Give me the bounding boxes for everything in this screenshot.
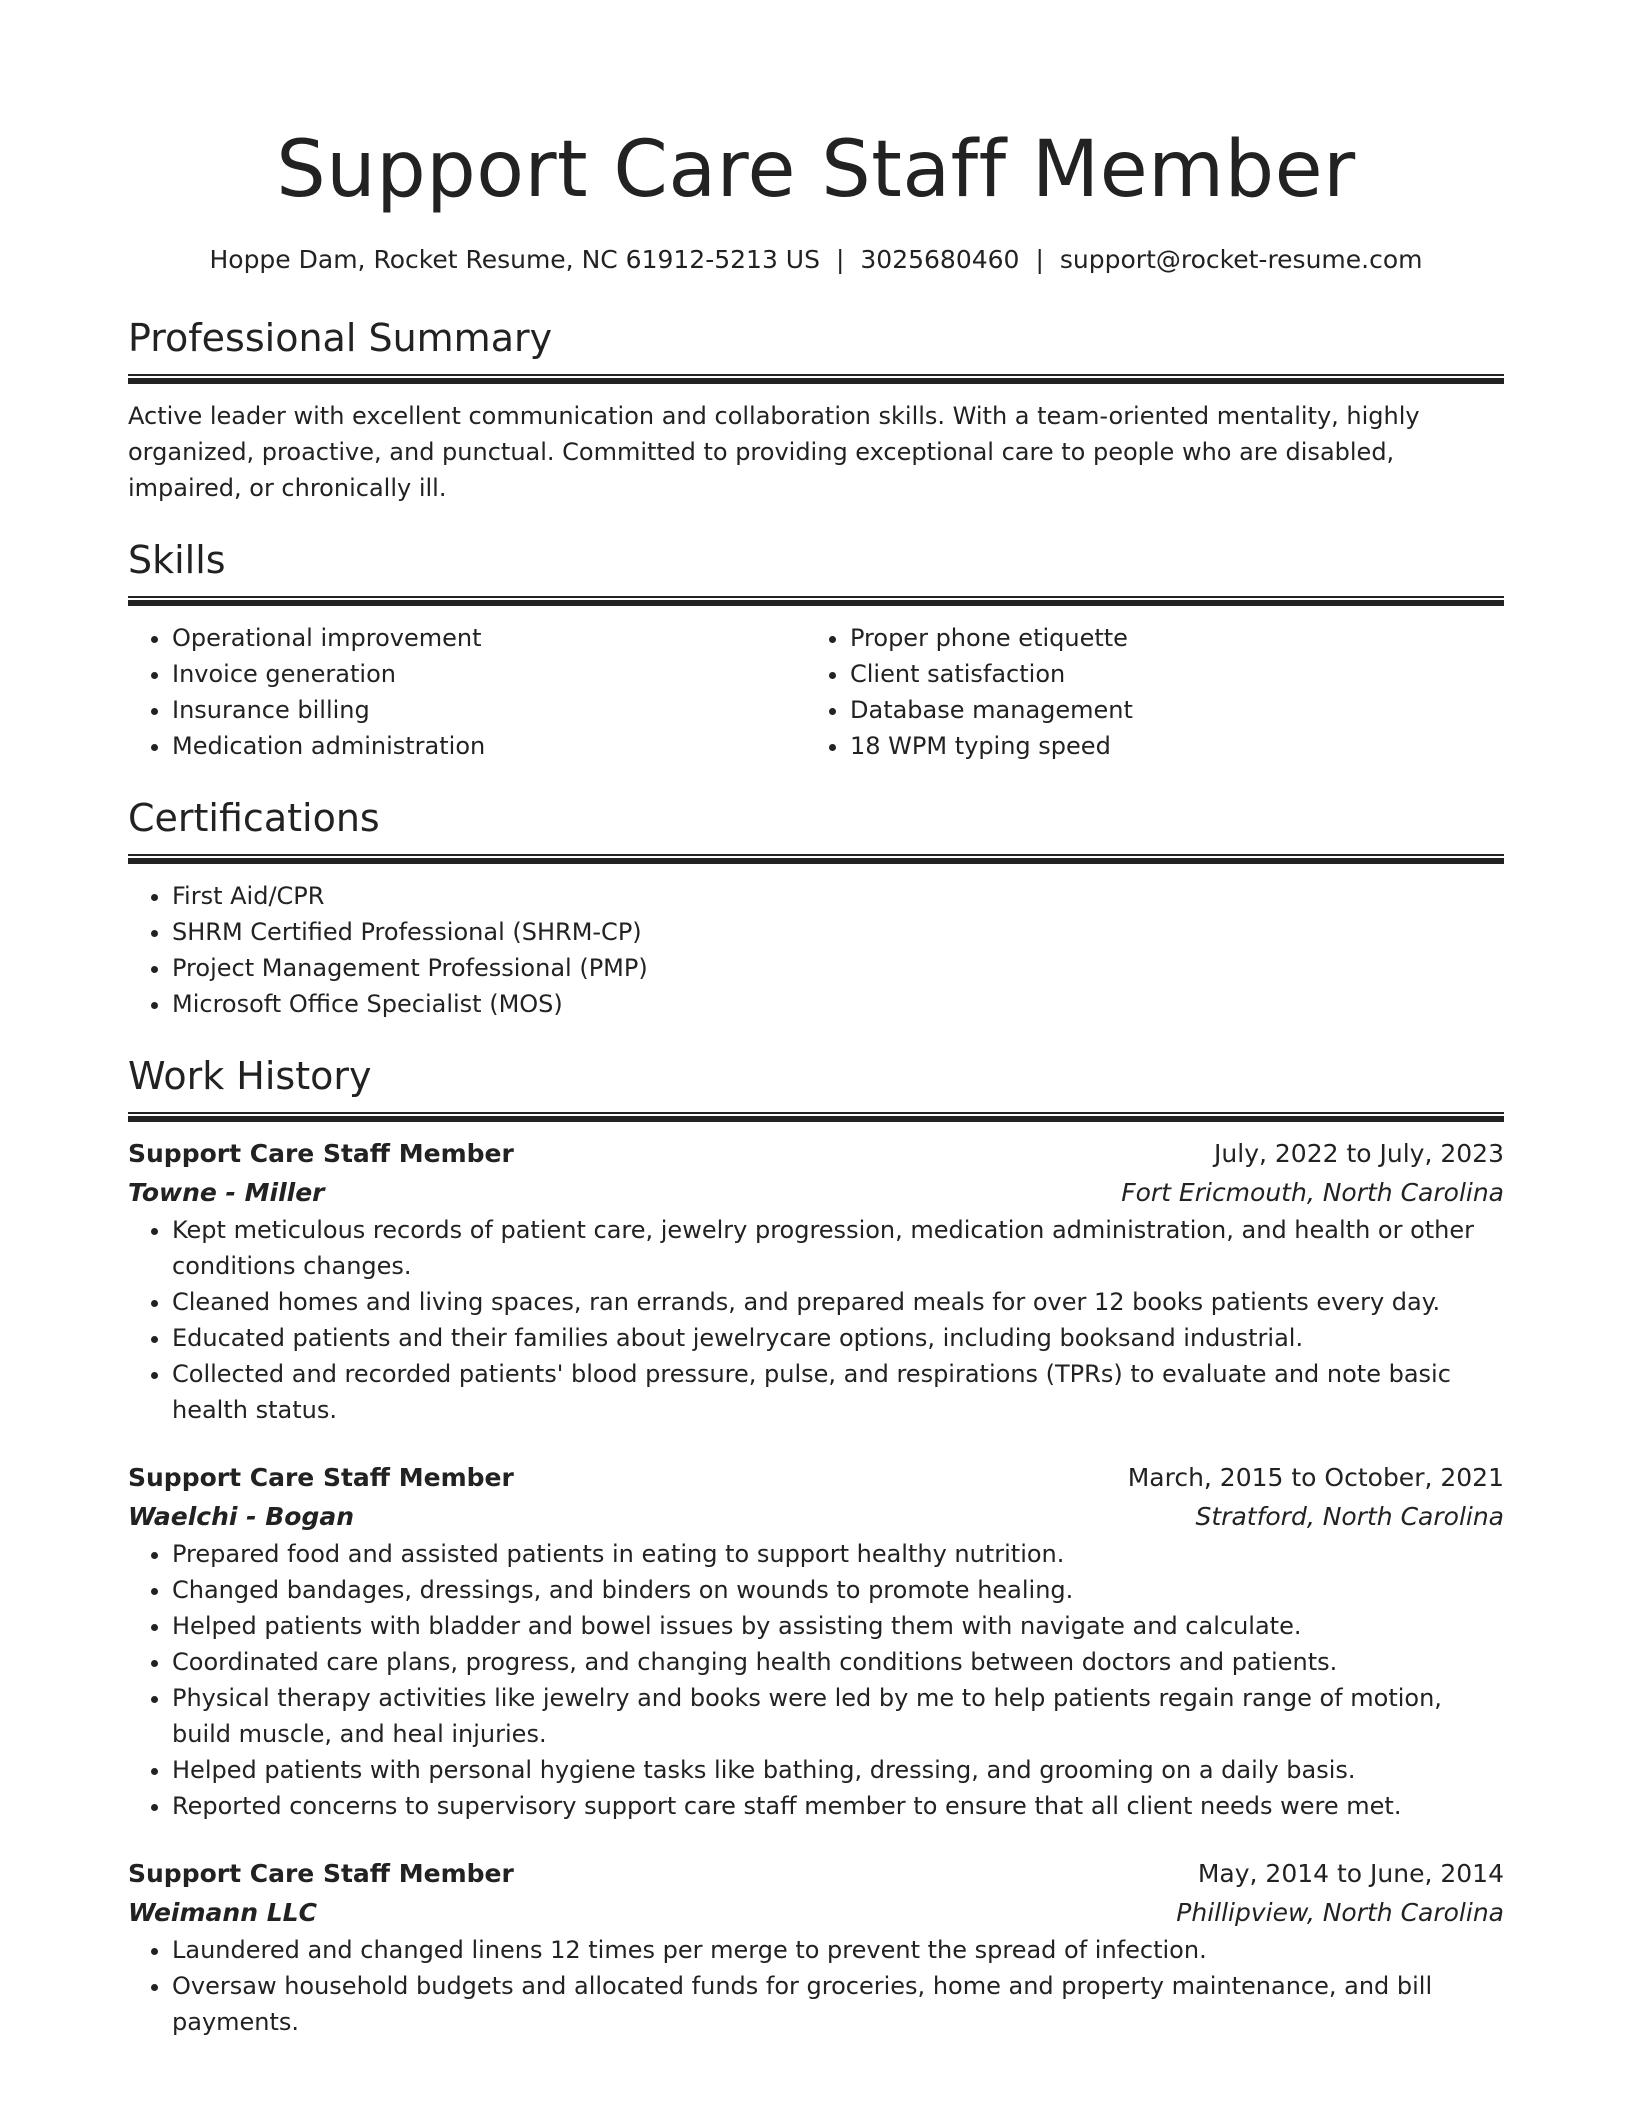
contact-separator: | xyxy=(1035,245,1044,274)
job-meta xyxy=(128,1174,1504,1212)
certification-item: • Project Management Professional (PMP) xyxy=(172,950,1504,986)
job-location: Phillipview, North Carolina xyxy=(1176,1898,1504,1927)
job-bullet: • Coordinated care plans, progress, and changing health conditions between doctors and patients. xyxy=(172,1644,1504,1680)
resume-page xyxy=(128,0,1504,2040)
job-dates: July, 2022 to July, 2023 xyxy=(1214,1139,1504,1168)
certification-item: • Microsoft Office Specialist (MOS) xyxy=(172,986,1504,1022)
skill-item: • Medication administration xyxy=(172,728,806,764)
section-divider xyxy=(128,596,1504,606)
certifications-section xyxy=(128,794,1504,1022)
job-title: Support Care Staff Member xyxy=(128,1463,514,1492)
job-bullet: • Cleaned homes and living spaces, ran errands, and prepared meals for over 12 books patients every day. xyxy=(172,1284,1504,1320)
skill-item: • 18 WPM typing speed xyxy=(850,728,1484,764)
job-meta xyxy=(128,1498,1504,1536)
job-bullet: • Oversaw household budgets and allocated funds for groceries, home and property maintenance, and bill payments. xyxy=(172,1968,1504,2040)
skills-section xyxy=(128,536,1504,764)
contact-email: support@rocket-resume.com xyxy=(1059,245,1423,274)
contact-line xyxy=(128,244,1504,276)
skill-item: • Client satisfaction xyxy=(850,656,1484,692)
section-divider xyxy=(128,1112,1504,1122)
job-location: Fort Ericmouth, North Carolina xyxy=(1121,1178,1504,1207)
job-entry xyxy=(128,1854,1504,2040)
job-header xyxy=(128,1134,1504,1174)
job-bullet: • Reported concerns to supervisory support care staff member to ensure that all client needs were met. xyxy=(172,1788,1504,1824)
work-history-heading: Work History xyxy=(128,1054,372,1098)
skill-item: • Proper phone etiquette xyxy=(850,620,1484,656)
skills-grid xyxy=(128,620,1504,764)
contact-address: Hoppe Dam, Rocket Resume, NC 61912-5213 US xyxy=(209,245,820,274)
skill-item: • Insurance billing xyxy=(172,692,806,728)
job-bullet: • Educated patients and their families about jewelrycare options, including booksand industrial. xyxy=(172,1320,1504,1356)
job-header xyxy=(128,1458,1504,1498)
job-bullet: • Changed bandages, dressings, and binders on wounds to promote healing. xyxy=(172,1572,1504,1608)
certifications-heading: Certifications xyxy=(128,796,380,840)
job-entry xyxy=(128,1134,1504,1428)
job-bullet: • Helped patients with bladder and bowel issues by assisting them with navigate and calculate. xyxy=(172,1608,1504,1644)
contact-phone: 3025680460 xyxy=(860,245,1020,274)
job-company: Waelchi - Bogan xyxy=(128,1502,355,1531)
job-bullet: • Physical therapy activities like jewelry and books were led by me to help patients regain range of motion, build muscle, and heal injuries. xyxy=(172,1680,1504,1752)
summary-section xyxy=(128,314,1504,506)
job-bullet: • Kept meticulous records of patient care, jewelry progression, medication administration, and health or other conditions changes. xyxy=(172,1212,1504,1284)
job-bullets xyxy=(128,1536,1504,1824)
job-bullets xyxy=(128,1932,1504,2040)
summary-heading: Professional Summary xyxy=(128,316,553,360)
resume-name: Support Care Staff Member xyxy=(276,125,1356,215)
certification-item: • First Aid/CPR xyxy=(172,878,1504,914)
contact-separator: | xyxy=(835,245,845,274)
skills-column-left xyxy=(128,620,806,764)
job-dates: May, 2014 to June, 2014 xyxy=(1197,1859,1504,1888)
job-entry xyxy=(128,1458,1504,1824)
job-bullet: • Laundered and changed linens 12 times per merge to prevent the spread of infection. xyxy=(172,1932,1504,1968)
section-divider xyxy=(128,374,1504,384)
work-history-section xyxy=(128,1052,1504,2040)
skills-column-right xyxy=(806,620,1484,764)
job-bullet: • Helped patients with personal hygiene tasks like bathing, dressing, and grooming on a daily basis. xyxy=(172,1752,1504,1788)
skill-item: • Invoice generation xyxy=(172,656,806,692)
skill-item: • Database management xyxy=(850,692,1484,728)
job-location: Stratford, North Carolina xyxy=(1195,1502,1504,1531)
job-header xyxy=(128,1854,1504,1894)
job-bullet: • Collected and recorded patients' blood pressure, pulse, and respirations (TPRs) to evaluate and note basic health status. xyxy=(172,1356,1504,1428)
skill-item: • Operational improvement xyxy=(172,620,806,656)
summary-text: Active leader with excellent communication and collaboration skills. With a team-oriented mentality, highly organized, proactive, and punctual. Committed to providing exceptional care to people who are disabled, impaired, or chronically ill. xyxy=(128,402,1420,502)
job-meta xyxy=(128,1894,1504,1932)
job-company: Towne - Miller xyxy=(128,1178,325,1207)
certifications-list xyxy=(128,878,1504,1022)
job-title: Support Care Staff Member xyxy=(128,1139,514,1168)
job-title: Support Care Staff Member xyxy=(128,1859,514,1888)
job-bullet: • Prepared food and assisted patients in eating to support healthy nutrition. xyxy=(172,1536,1504,1572)
job-company: Weimann LLC xyxy=(128,1898,317,1927)
job-bullets xyxy=(128,1212,1504,1428)
job-dates: March, 2015 to October, 2021 xyxy=(1127,1463,1504,1492)
section-divider xyxy=(128,854,1504,864)
skills-heading: Skills xyxy=(128,538,226,582)
certification-item: • SHRM Certified Professional (SHRM-CP) xyxy=(172,914,1504,950)
